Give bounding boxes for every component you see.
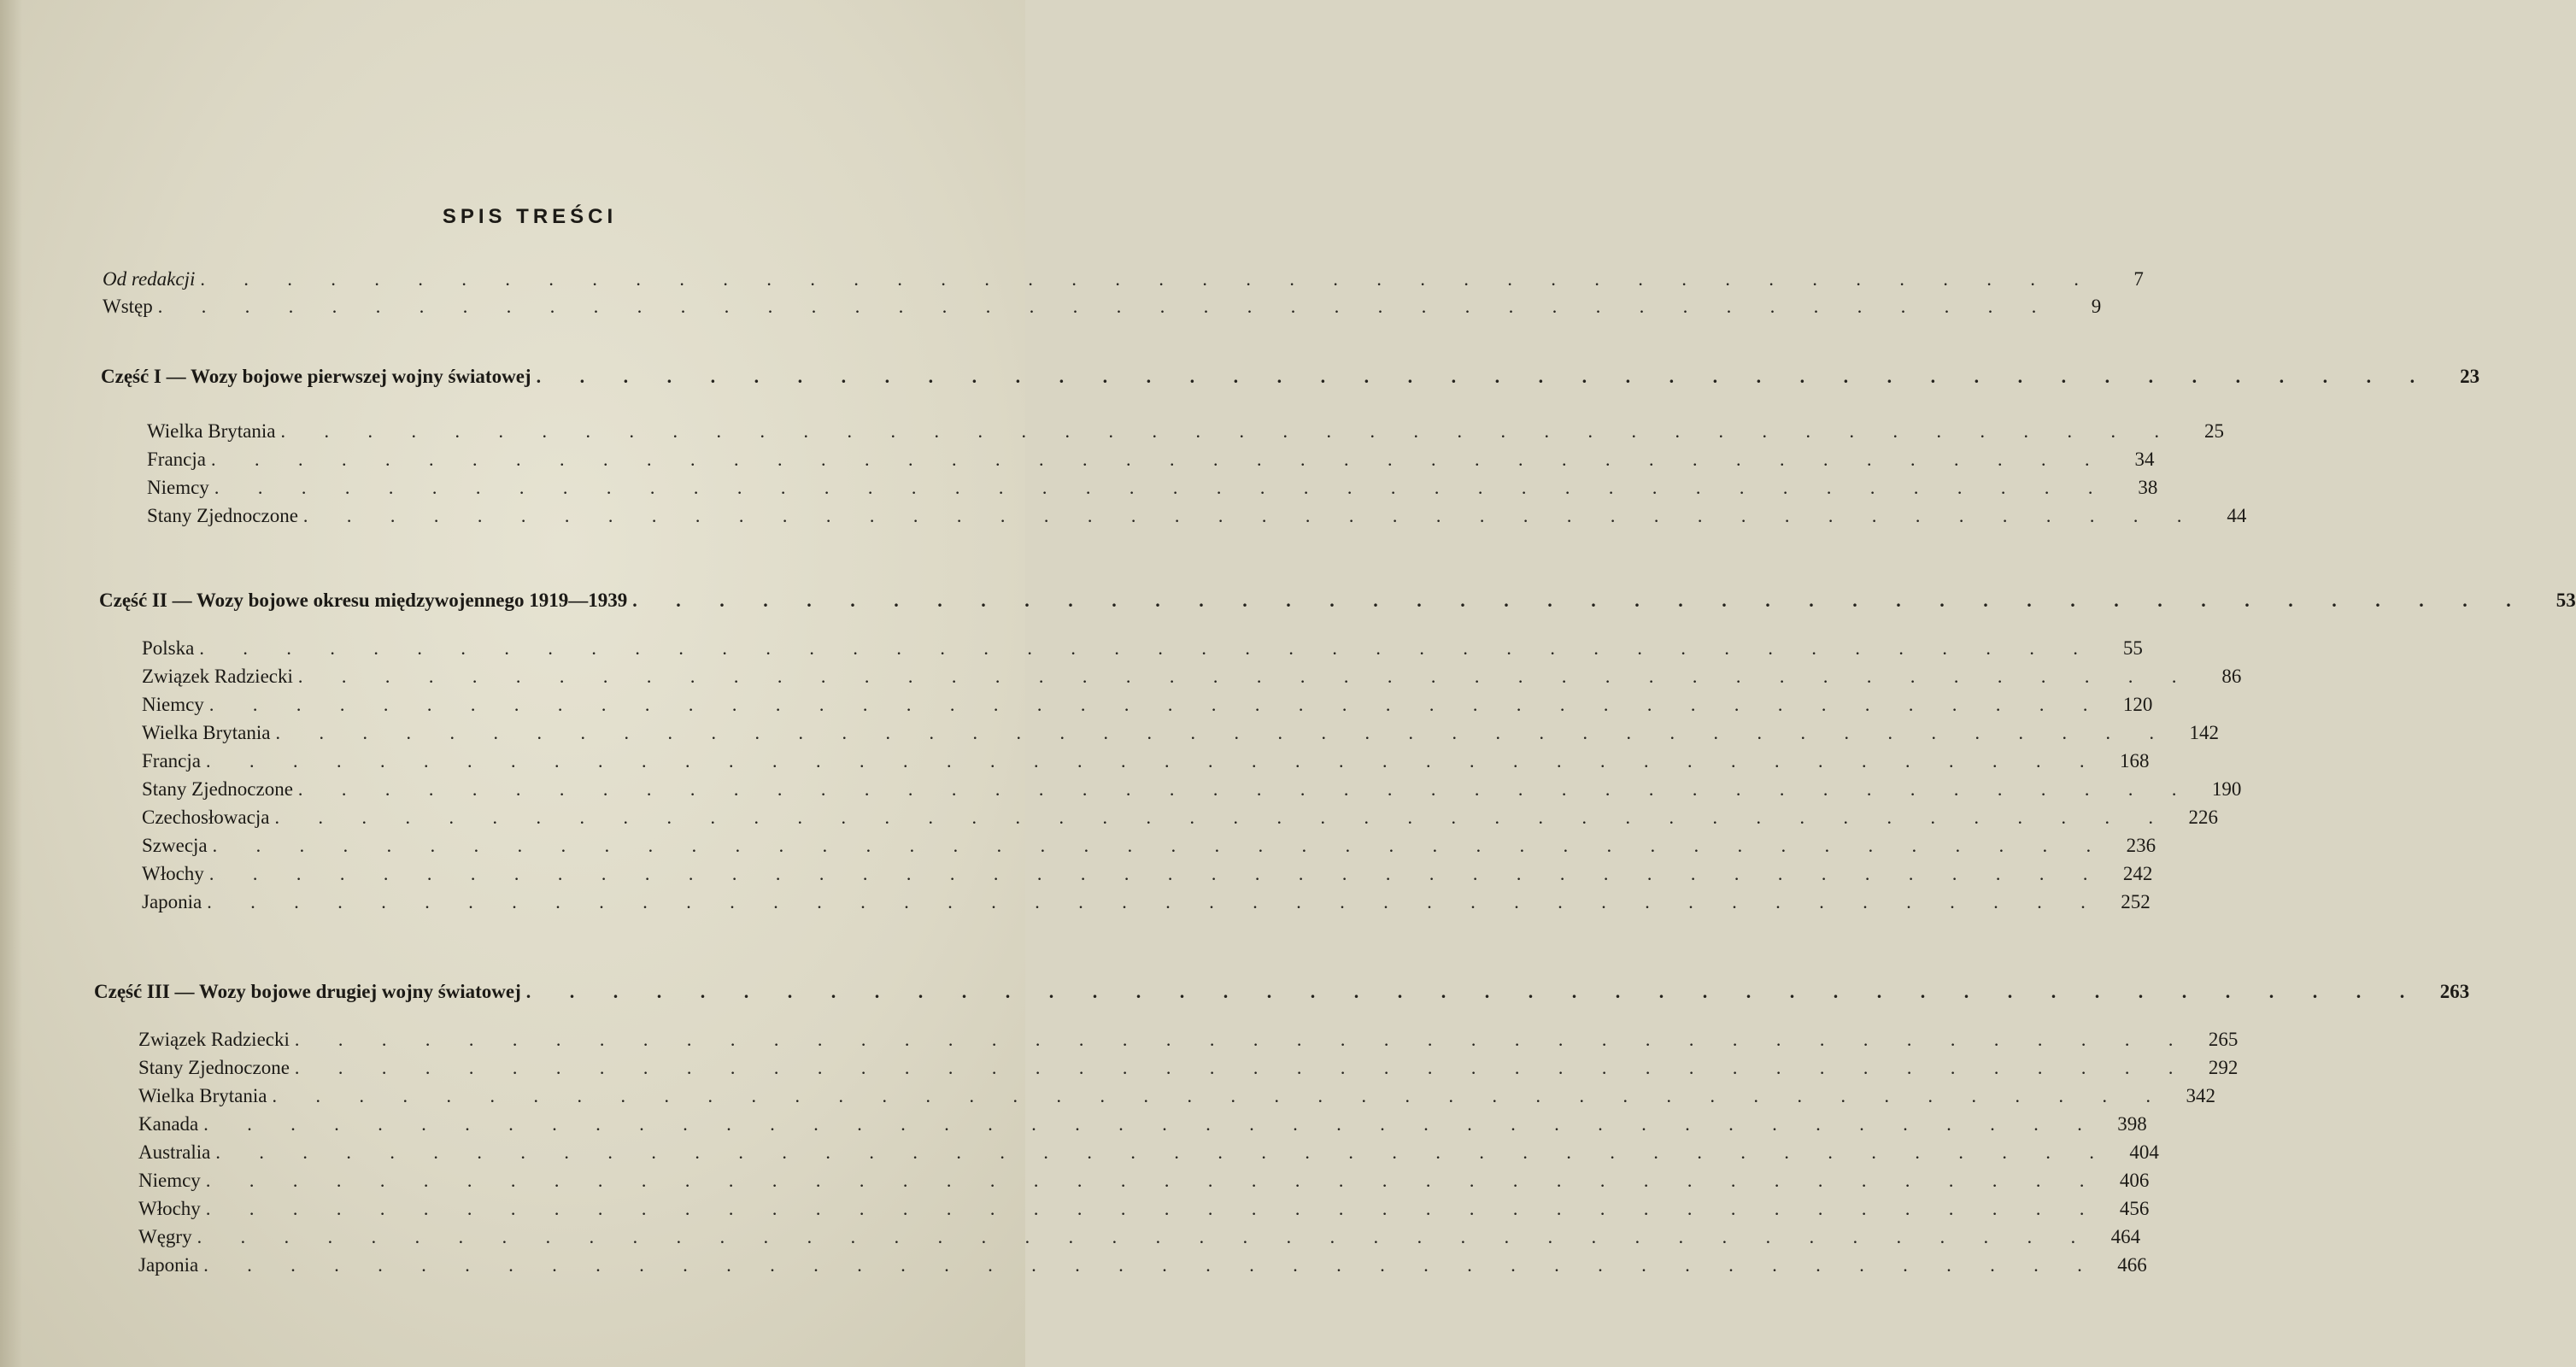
dot-leader: . . . . . . . . . . . . . . . . . . . . . . . . . . . . . . . . . . . . . . . . . . . . <box>203 1254 2099 1276</box>
toc-subentry-page-number: 142 <box>2189 722 2219 743</box>
toc-subentry-page-number: 44 <box>2227 505 2247 526</box>
toc-subentry <box>138 1141 2159 1170</box>
toc-entry-front-label: Od redakcji <box>103 268 196 290</box>
toc-subentry-page-number: 190 <box>2211 778 2242 800</box>
toc-subentry <box>138 1113 2147 1142</box>
toc-subentry-label: Szwecja <box>142 835 208 856</box>
toc-subentry-label: Niemcy <box>142 694 204 715</box>
toc-subentry-page-number: 464 <box>2110 1226 2141 1247</box>
toc-subentry-label: Niemcy <box>147 477 209 498</box>
toc-subentry-page-number: 456 <box>2119 1198 2150 1219</box>
dot-leader: . . . . . . . . . . . . . . . . . . . . . . . . . . . . . . . . . . . . . . . . . . . . <box>214 477 2110 498</box>
toc-part-3-label: Część III — Wozy bojowe drugiej wojny światowej <box>94 981 521 1002</box>
toc-subentry-label: Włochy <box>138 1198 201 1219</box>
toc-subentry-label: Stany Zjednoczone <box>147 505 298 526</box>
dot-leader: . . . . . . . . . . . . . . . . . . . . . . . . . . . . . . . . . . . . . . . . . . . . <box>280 420 2176 442</box>
dot-leader: . . . . . . . . . . . . . . . . . . . . . . . . . . . . . . . . . . . . . . . . . . . . <box>294 1057 2191 1078</box>
toc-part-2-page-number: 53 <box>2555 590 2576 611</box>
toc-subentry <box>138 1198 2150 1227</box>
toc-part-3-page-number: 263 <box>2439 981 2470 1002</box>
toc-subentry <box>142 807 2218 836</box>
toc-subentry-page-number: 38 <box>2138 477 2158 498</box>
toc-subentry-label: Polska <box>142 637 195 659</box>
toc-subentry-label: Węgry <box>138 1226 192 1247</box>
toc-subentry-label: Włochy <box>142 863 204 884</box>
toc-subentry-page-number: 25 <box>2203 420 2224 442</box>
toc-subentry-label: Stany Zjednoczone <box>142 778 293 800</box>
dot-leader: . . . . . . . . . . . . . . . . . . . . . . . . . . . . . . . . . . . . . . . . . . . . <box>297 778 2194 800</box>
toc-subentry <box>138 1029 2239 1058</box>
dot-leader: . . . . . . . . . . . . . . . . . . . . . . . . . . . . . . . . . . . . . . . . . . . . <box>302 505 2199 526</box>
toc-subentry <box>138 1254 2147 1283</box>
toc-subentry <box>142 891 2151 920</box>
toc-subentry-page-number: 265 <box>2208 1029 2239 1050</box>
toc-entry-front <box>103 268 2144 297</box>
toc-subentry <box>142 637 2143 666</box>
toc-subentry <box>147 449 2155 478</box>
toc-entry-front-page-number: 9 <box>2091 296 2102 317</box>
dot-leader: . . . . . . . . . . . . . . . . . . . . . . . . . . . . . . . . . . . . . . . . . . . . <box>205 1198 2102 1219</box>
dot-leader: . . . . . . . . . . . . . . . . . . . . . . . . . . . . . . . . . . . . . . . . . . . . <box>203 1113 2099 1135</box>
dot-leader: . . . . . . . . . . . . . . . . . . . . . . . . . . . . . . . . . . . . . . . . . . . . <box>536 366 2432 387</box>
toc-subentry-page-number: 398 <box>2117 1113 2147 1135</box>
toc-part-2 <box>99 590 2576 619</box>
dot-leader: . . . . . . . . . . . . . . . . . . . . . . . . . . . . . . . . . . . . . . . . . . . . <box>157 296 2054 317</box>
toc-subentry <box>142 666 2242 695</box>
toc-subentry-page-number: 55 <box>2122 637 2143 659</box>
dot-leader: . . . . . . . . . . . . . . . . . . . . . . . . . . . . . . . . . . . . . . . . . . . . <box>207 891 2103 912</box>
page-title: SPIS TREŚCI <box>442 205 618 228</box>
toc-part-1 <box>101 366 2480 395</box>
toc-part-2-label: Część II — Wozy bojowe okresu międzywojennego 1919—1939 <box>99 590 628 611</box>
toc-part-3 <box>94 981 2470 1010</box>
toc-subentry-page-number: 236 <box>2126 835 2156 856</box>
toc-entry-front-page-number: 7 <box>2133 268 2144 290</box>
toc-entry-front <box>103 296 2102 325</box>
toc-entry-front-label: Wstęp <box>103 296 153 317</box>
dot-leader: . . . . . . . . . . . . . . . . . . . . . . . . . . . . . . . . . . . . . . . . . . . . <box>274 807 2170 828</box>
dot-leader: . . . . . . . . . . . . . . . . . . . . . . . . . . . . . . . . . . . . . . . . . . . . <box>294 1029 2191 1050</box>
toc-subentry-label: Japonia <box>142 891 202 912</box>
dot-leader: . . . . . . . . . . . . . . . . . . . . . . . . . . . . . . . . . . . . . . . . . . . . <box>205 1170 2102 1191</box>
toc-part-1-page-number: 23 <box>2460 366 2480 387</box>
toc-subentry-page-number: 406 <box>2119 1170 2150 1191</box>
dot-leader: . . . . . . . . . . . . . . . . . . . . . . . . . . . . . . . . . . . . . . . . . . . . <box>208 863 2105 884</box>
dot-leader: . . . . . . . . . . . . . . . . . . . . . . . . . . . . . . . . . . . . . . . . . . . . <box>632 590 2528 611</box>
toc-subentry-label: Kanada <box>138 1113 199 1135</box>
dot-leader: . . . . . . . . . . . . . . . . . . . . . . . . . . . . . . . . . . . . . . . . . . . . <box>215 1141 2111 1163</box>
dot-leader: . . . . . . . . . . . . . . . . . . . . . . . . . . . . . . . . . . . . . . . . . . . . <box>210 449 2107 470</box>
dot-leader: . . . . . . . . . . . . . . . . . . . . . . . . . . . . . . . . . . . . . . . . . . . . <box>208 694 2105 715</box>
toc-subentry-page-number: 466 <box>2117 1254 2147 1276</box>
dot-leader: . . . . . . . . . . . . . . . . . . . . . . . . . . . . . . . . . . . . . . . . . . . . <box>272 1085 2168 1106</box>
toc-subentry-page-number: 86 <box>2221 666 2242 687</box>
toc-subentry <box>142 778 2242 807</box>
dot-leader: . . . . . . . . . . . . . . . . . . . . . . . . . . . . . . . . . . . . . . . . . . . . <box>525 981 2422 1002</box>
toc-subentry <box>142 722 2219 751</box>
toc-subentry <box>142 750 2150 779</box>
toc-subentry <box>147 505 2247 534</box>
toc-part-1-label: Część I — Wozy bojowe pierwszej wojny światowej <box>101 366 531 387</box>
toc-subentry-label: Francja <box>142 750 201 772</box>
dot-leader: . . . . . . . . . . . . . . . . . . . . . . . . . . . . . . . . . . . . . . . . . . . . <box>197 1226 2093 1247</box>
dot-leader: . . . . . . . . . . . . . . . . . . . . . . . . . . . . . . . . . . . . . . . . . . . . <box>200 268 2096 290</box>
toc-subentry <box>147 477 2158 506</box>
toc-subentry-label: Wielka Brytania <box>147 420 276 442</box>
dot-leader: . . . . . . . . . . . . . . . . . . . . . . . . . . . . . . . . . . . . . . . . . . . . <box>297 666 2194 687</box>
toc-subentry <box>147 420 2224 449</box>
toc-subentry-label: Wielka Brytania <box>142 722 271 743</box>
dot-leader: . . . . . . . . . . . . . . . . . . . . . . . . . . . . . . . . . . . . . . . . . . . . <box>212 835 2109 856</box>
dot-leader: . . . . . . . . . . . . . . . . . . . . . . . . . . . . . . . . . . . . . . . . . . . . <box>199 637 2095 659</box>
toc-subentry <box>142 835 2156 864</box>
toc-subentry-page-number: 34 <box>2134 449 2155 470</box>
toc-subentry-label: Czechosłowacja <box>142 807 270 828</box>
toc-subentry-label: Wielka Brytania <box>138 1085 267 1106</box>
toc-subentry <box>142 863 2153 892</box>
toc-subentry-label: Australia <box>138 1141 211 1163</box>
toc-subentry <box>138 1085 2215 1114</box>
toc-subentry-label: Francja <box>147 449 206 470</box>
toc-subentry-page-number: 404 <box>2129 1141 2159 1163</box>
toc-subentry-label: Niemcy <box>138 1170 201 1191</box>
toc-subentry-page-number: 292 <box>2208 1057 2239 1078</box>
toc-subentry <box>142 694 2153 723</box>
toc-subentry-page-number: 120 <box>2122 694 2153 715</box>
toc-subentry-label: Stany Zjednoczone <box>138 1057 290 1078</box>
dot-leader: . . . . . . . . . . . . . . . . . . . . . . . . . . . . . . . . . . . . . . . . . . . . <box>275 722 2171 743</box>
toc-subentry <box>138 1170 2150 1199</box>
toc-subentry-label: Japonia <box>138 1254 199 1276</box>
toc-subentry-page-number: 342 <box>2186 1085 2215 1106</box>
toc-subentry <box>138 1226 2141 1255</box>
dot-leader: . . . . . . . . . . . . . . . . . . . . . . . . . . . . . . . . . . . . . . . . . . . . <box>205 750 2102 772</box>
toc-subentry-page-number: 252 <box>2121 891 2151 912</box>
toc-subentry-page-number: 226 <box>2188 807 2218 828</box>
toc-subentry-label: Związek Radziecki <box>142 666 293 687</box>
toc-subentry-page-number: 168 <box>2119 750 2150 772</box>
toc-subentry <box>138 1057 2239 1086</box>
toc-subentry-page-number: 242 <box>2122 863 2153 884</box>
toc-subentry-label: Związek Radziecki <box>138 1029 290 1050</box>
